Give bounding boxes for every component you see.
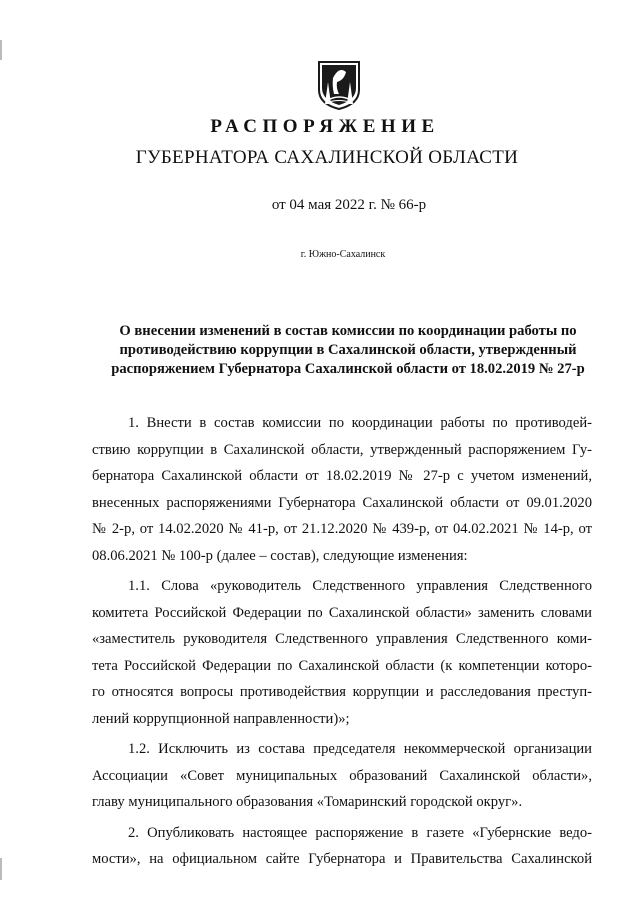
text-line: «заместитель руководителя Следственного управления Следственного коми- [92, 631, 592, 647]
text-line: бернатора Сахалинской области от 18.02.2019 № 27-р с учетом изменений, [92, 468, 592, 484]
text-line: главу муниципального образования «Томаринский городской округ». [92, 794, 523, 810]
document-type-title: РАСПОРЯЖЕНИЕ [210, 116, 440, 137]
text-line: 08.06.2021 № 100-р (далее – состав), следующие изменения: [92, 547, 468, 564]
text-line: Ассоциации «Совет муниципальных образований Сахалинской области», [92, 767, 592, 784]
text-line: го относятся вопросы противодействия коррупции и расследования преступ- [92, 684, 592, 700]
paragraph-1-2 [92, 736, 592, 816]
document-body [92, 410, 592, 873]
scan-edge-mark [0, 40, 2, 60]
document-date-number: от 04 мая 2022 г. № 66-р [271, 197, 427, 213]
subject-line: противодействию коррупции в Сахалинской области, утвержденный [119, 342, 577, 358]
text-line: комитета Российской Федерации по Сахалинской области» заменить словами [92, 604, 592, 621]
text-line: лений коррупционной направленности)»; [92, 710, 350, 727]
document-subject [88, 322, 608, 379]
text-line: мости», на официальном сайте Губернатора и Правительства Сахалинской [92, 851, 592, 867]
text-line: 1.1. Слова «руководитель Следственного управления Следственного [128, 578, 592, 594]
text-line: № 2-р, от 14.02.2020 № 41-р, от 21.12.2020 № 439-р, от 04.02.2021 № 14-р, от [92, 521, 592, 537]
paragraph-1-1 [92, 573, 592, 732]
text-line: внесенных распоряжениями Губернатора Сахалинской области от 09.01.2020 [92, 494, 592, 511]
coat-of-arms-icon [316, 60, 362, 110]
text-line: 1.2. Исключить из состава председателя некоммерческой организации [128, 741, 592, 757]
text-line: 1. Внести в состав комиссии по координации работы по противодей- [128, 415, 592, 431]
scan-edge-mark [0, 858, 2, 880]
paragraph-2 [92, 820, 592, 873]
subject-line: распоряжением Губернатора Сахалинской области от 18.02.2019 № 27-р [111, 361, 585, 377]
text-line: ствию коррупции в Сахалинской области, утвержденный распоряжением Гу- [92, 441, 592, 458]
subject-line: О внесении изменений в состав комиссии по координации работы по [119, 323, 577, 339]
text-line: тета Российской Федерации по Сахалинской области (к компетенции которо- [92, 657, 592, 674]
issuer-title: ГУБЕРНАТОРА САХАЛИНСКОЙ ОБЛАСТИ [135, 147, 519, 168]
paragraph-1 [92, 410, 592, 569]
document-city: г. Южно-Сахалинск [300, 249, 386, 260]
text-line: 2. Опубликовать настоящее распоряжение в газете «Губернские ведо- [128, 824, 592, 841]
